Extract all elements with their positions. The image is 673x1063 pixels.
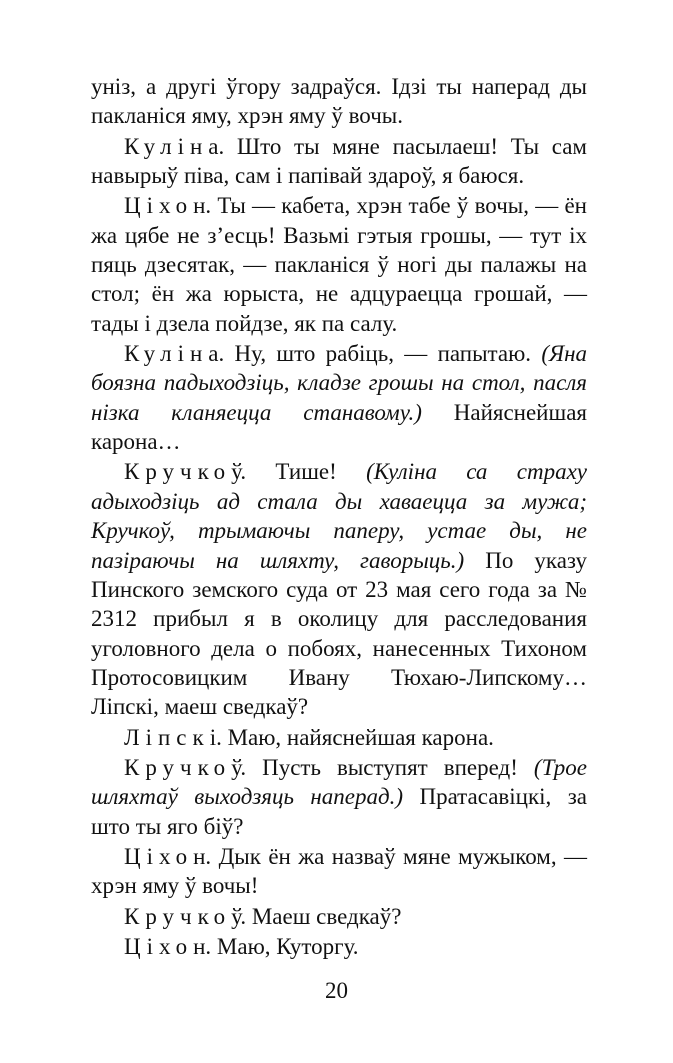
stage-direction: (Куліна са страху адыходзіць ад стала ды хаваецца за мужа; Кручкоў, трымаючы паперу, устае ды, не пазіраючы на шляхту, гаворыць.) <box>91 459 587 573</box>
speaker-name: Кулін <box>124 133 209 159</box>
speaker-name: Кручко <box>124 459 232 485</box>
paragraph <box>91 72 587 131</box>
dialogue-text: н. Маю, Куторгу. <box>193 933 359 959</box>
speaker-name: Ціхо <box>124 843 194 869</box>
paragraph <box>91 753 587 841</box>
stage-direction: (Яна боязна падыходзіць, кладзе грошы на стол, пасля нізка кланяецца станавому.) <box>91 341 587 425</box>
body-text <box>91 72 587 961</box>
paragraph <box>91 842 587 901</box>
paragraph <box>91 132 587 191</box>
dialogue-text: Найяснейшая карона… <box>91 399 587 455</box>
page-number: 20 <box>325 978 348 1003</box>
dialogue-text: По указу Пинского земского суда от 23 мая сего года за № 2312 прибыл я в околицу для расследования уголовного дела о побоях, нанесенных Тихоном Протосовицким Ивану Тюхаю-Липскому… Ліпскі, маеш сведкаў? <box>91 547 588 720</box>
dialogue-text: ў. Тише! <box>231 459 367 485</box>
speaker-name: Ліпск <box>124 724 210 750</box>
dialogue-text: і. Маю, найяснейшая карона. <box>209 724 494 750</box>
paragraph <box>91 902 587 931</box>
speaker-name: Ціхо <box>124 193 194 219</box>
paragraph <box>91 457 587 721</box>
paragraph <box>91 932 587 961</box>
speaker-name: Ціхо <box>124 933 194 959</box>
paragraph <box>91 339 587 456</box>
speaker-name: Кручко <box>124 903 232 929</box>
paragraph <box>91 723 587 752</box>
speaker-name: Кулін <box>124 341 209 367</box>
stage-direction: (Трое шляхтаў выходзяць наперад.) <box>91 754 587 810</box>
paragraph <box>91 191 587 338</box>
dialogue-text: а. Што ты мяне пасылаеш! Ты сам навырыў піва, сам і папівай здароў, я баюся. <box>91 133 587 189</box>
dialogue-text: а. Ну, што рабіць, — папытаю. <box>208 341 542 367</box>
dialogue-text: н. Дык ён жа назваў мяне мужыком, — хрэн яму ў вочы! <box>91 843 587 899</box>
speaker-name: Кручко <box>124 754 232 780</box>
dialogue-text: ў. Пусть выступят вперед! <box>231 754 534 780</box>
dialogue-text: ў. Маеш сведкаў? <box>231 903 402 929</box>
dialogue-text: н. Ты — кабета, хрэн табе ў вочы, — ён жа цябе не з’есць! Вазьмі гэтыя грошы, — тут іх пяць дзесятак, — пакланіся ў ногі ды палажы на стол; ён жа юрыста, не адцураецца грошай, — тады і дзела пойдзе, як па салу. <box>91 193 587 336</box>
dialogue-text: Пратасавіцкі, за што ты яго біў? <box>91 784 587 839</box>
dialogue-text: уніз, а другі ўгору задраўся. Ідзі ты наперад ды пакланіся яму, хрэн яму ў вочы. <box>91 74 587 129</box>
